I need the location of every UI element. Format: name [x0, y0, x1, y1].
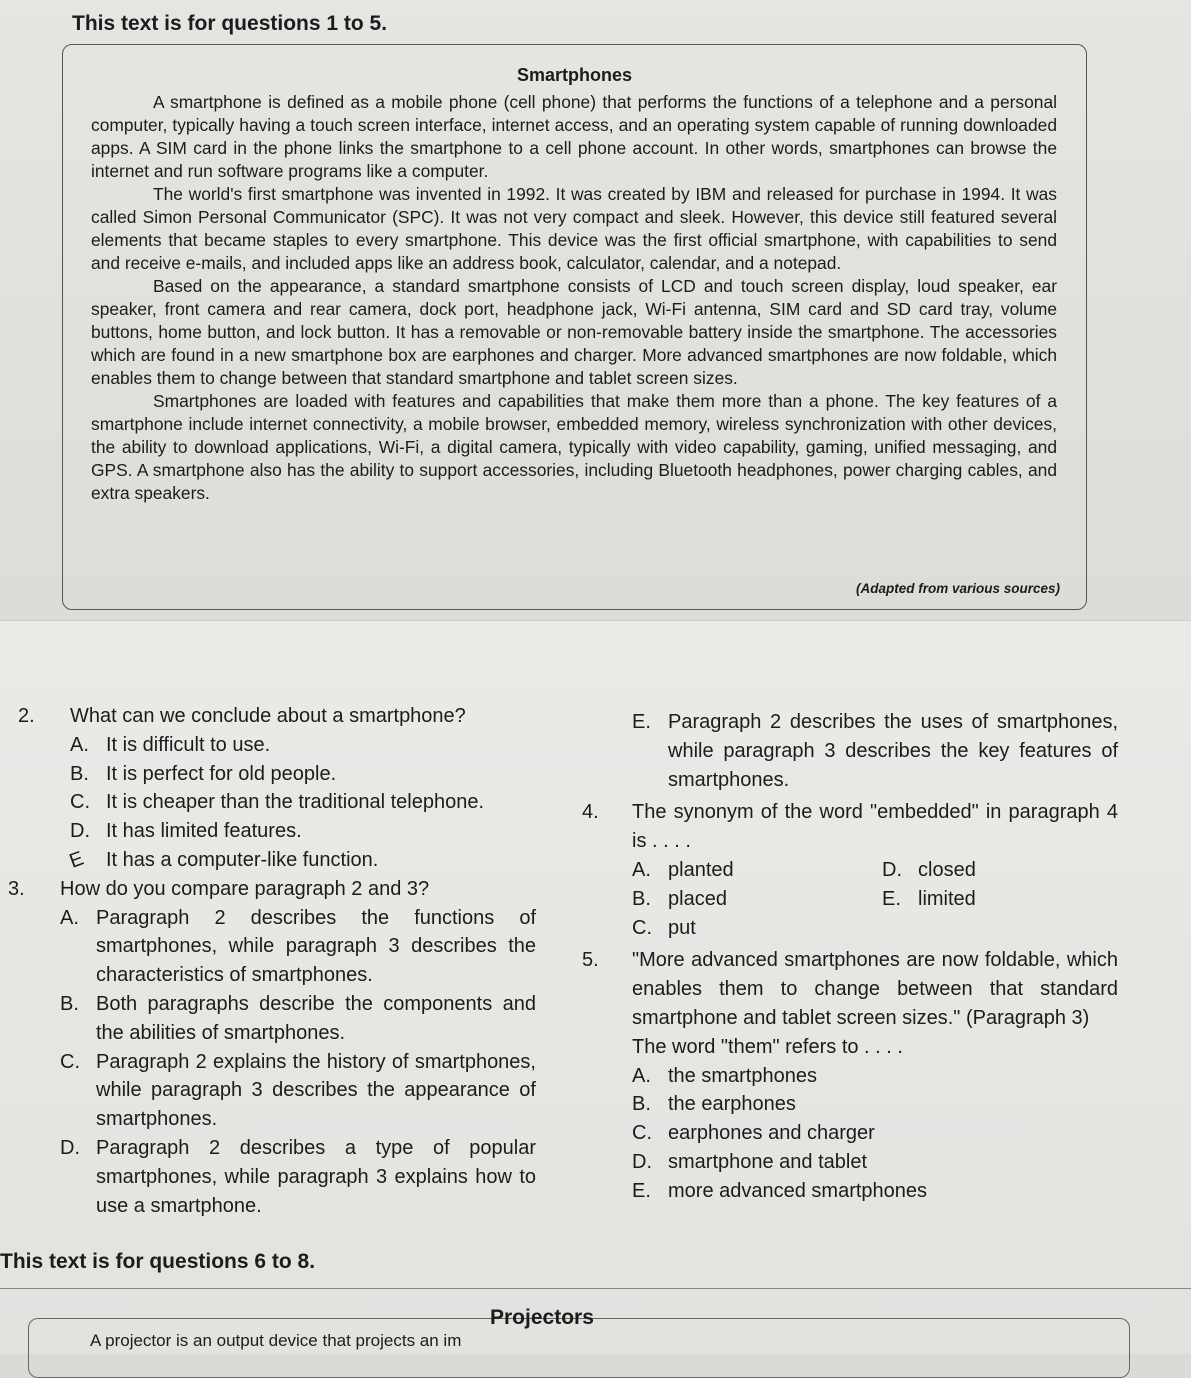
next-passage-title: Projectors	[490, 1306, 594, 1329]
question-3-option-e[interactable]: E. Paragraph 2 describes the uses of smartphones, while paragraph 3 describes the key features of smartphones.	[632, 711, 1118, 791]
option-c[interactable]: C. earphones and charger	[632, 1122, 875, 1145]
question-text: The word "them" refers to . . . .	[632, 1035, 903, 1058]
option-e[interactable]: E. more advanced smartphones	[632, 1179, 928, 1202]
option-b[interactable]: B. Both paragraphs describe the components and the abilities of smartphones.	[60, 992, 536, 1044]
option-e[interactable]: E. limited	[882, 887, 976, 910]
option-c[interactable]: C. It is cheaper than the traditional telephone.	[70, 791, 485, 814]
passage-title: Smartphones	[516, 65, 633, 85]
option-d[interactable]: D. Paragraph 2 describes a type of popular smartphones, while paragraph 3 explains how to use a smartphone.	[60, 1136, 536, 1217]
answer-checkmark: E	[66, 847, 87, 873]
question-number: 2.	[18, 705, 35, 727]
question-text: What can we conclude about a smartphone?	[70, 705, 466, 727]
option-c[interactable]: C. put	[632, 916, 696, 939]
questions-left-column	[8, 702, 536, 1220]
option-a[interactable]: A. It is difficult to use.	[70, 733, 271, 756]
option-a[interactable]: A. the smartphones	[632, 1064, 817, 1087]
option-a[interactable]: A. Paragraph 2 describes the functions of smartphones, while paragraph 3 describes the characteristics of smartphones.	[60, 906, 536, 987]
question-text: The synonym of the word "embedded" in paragraph 4 is . . . .	[632, 801, 1118, 853]
passage-source: (Adapted from various sources)	[855, 581, 1060, 596]
question-quote: "More advanced smartphones are now foldable, which enables them to change between that standard smartphone and tablet screen sizes." (Paragraph 3)	[632, 949, 1118, 1029]
options-grid	[632, 856, 1118, 942]
passage-box	[62, 44, 1087, 610]
option-d[interactable]: D. smartphone and tablet	[632, 1150, 868, 1173]
next-section-intro: This text is for questions 6 to 8.	[0, 1250, 316, 1273]
question-3	[8, 875, 536, 1221]
option-a[interactable]: A. planted	[632, 858, 734, 881]
paragraph-3: Based on the appearance, a standard smartphone consists of LCD and touch screen display, loud speaker, ear speaker, front camera and rear camera, dock port, headphone jack, Wi-Fi antenna, SIM card and SD card tray, volume buttons, home button, and lock button. It has a removable or non-removable battery inside the smartphone. The accessories which are found in a new smartphone box are earphones and charger. More advanced smartphones are now foldable, which enables them to change between that standard smartphone and tablet screen sizes.	[91, 276, 1057, 388]
divider	[0, 1288, 1191, 1289]
section-intro: This text is for questions 1 to 5.	[72, 12, 388, 35]
option-b[interactable]: B. placed	[632, 887, 727, 910]
question-2	[18, 702, 536, 875]
question-5	[582, 946, 1118, 1205]
question-number: 5.	[582, 949, 599, 972]
question-text: How do you compare paragraph 2 and 3?	[60, 877, 430, 900]
question-4	[582, 798, 1118, 942]
question-number: 4.	[582, 801, 599, 824]
option-b[interactable]: B. the earphones	[632, 1093, 796, 1116]
option-e-marked[interactable]: E It has a computer-like function.	[70, 846, 536, 875]
paragraph-2: The world's first smartphone was invented in 1992. It was created by IBM and released for purchase in 1994. It was called Simon Personal Communicator (SPC). It was not very compact and sleek. However, this device still featured several elements that became staples to every smartphone. This device was the first official smartphone, with capabilities to send and receive e-mails, and included apps like an address book, calculator, calendar, and a notepad.	[91, 184, 1057, 273]
option-d[interactable]: D. It has limited features.	[70, 820, 302, 843]
question-number: 3.	[8, 877, 25, 900]
paragraph-4: Smartphones are loaded with features and capabilities that make them more than a phone. The key features of a smartphone include internet connectivity, a mobile browser, embedded memory, wireless synchronization with other devices, the ability to download applications, Wi-Fi, a digital camera, typically with video capability, gaming, unified messaging, and GPS. A smartphone also has the ability to support accessories, including Bluetooth headphones, power charging cables, and extra speakers.	[91, 391, 1057, 503]
passage-body	[91, 91, 1057, 505]
next-passage-partial-text: A projector is an output device that projects an im	[90, 1331, 462, 1350]
option-b[interactable]: B. It is perfect for old people.	[70, 762, 337, 785]
option-c[interactable]: C. Paragraph 2 explains the history of smartphones, while paragraph 3 describes the appearance of smartphones.	[60, 1050, 536, 1131]
paragraph-1: A smartphone is defined as a mobile phone (cell phone) that performs the functions of a telephone and a personal computer, typically having a touch screen interface, internet access, and an operating system capable of running downloaded apps. A SIM card in the phone links the smartphone to a cell phone account. In other words, smartphones can browse the internet and run software programs like a computer.	[91, 92, 1057, 181]
questions-right-column	[582, 708, 1118, 1206]
option-d[interactable]: D. closed	[882, 858, 976, 881]
